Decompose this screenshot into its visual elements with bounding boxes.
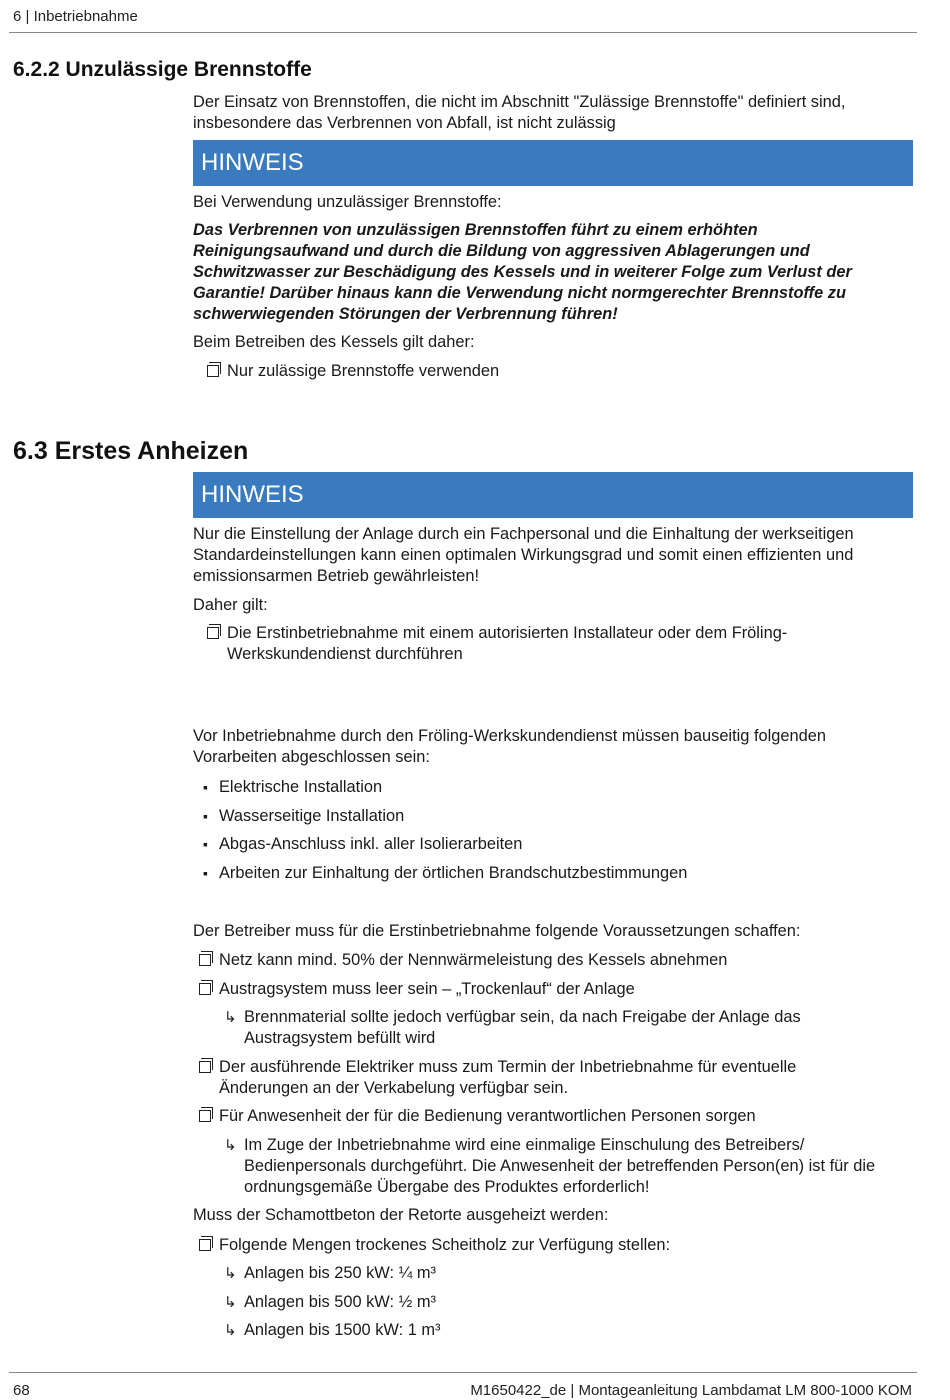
header-divider	[9, 32, 917, 33]
requirement-item: Austragsystem muss leer sein – „Trockenlauf“ der Anlage	[199, 979, 909, 1000]
bullet-icon: ▪	[203, 808, 208, 824]
section-heading-6-2-2: 6.2.2 Unzulässige Brennstoffe	[13, 58, 312, 81]
page-number: 68	[13, 1382, 30, 1399]
operator-intro: Der Betreiber muss für die Erstinbetriebnahme folgende Voraussetzungen schaffen:	[193, 922, 801, 940]
action-item: Nur zulässige Brennstoffe verwenden	[207, 361, 907, 382]
result-arrow-icon: ↳	[224, 1294, 237, 1311]
notice-lead: Bei Verwendung unzulässiger Brennstoffe:	[193, 193, 502, 211]
result-arrow-icon: ↳	[224, 1009, 237, 1026]
bullet-icon: ▪	[203, 779, 208, 795]
operation-intro: Beim Betreiben des Kessels gilt daher:	[193, 333, 475, 351]
therefore-text: Daher gilt:	[193, 596, 268, 614]
result-item: ↳ Anlagen bis 500 kW: ½ m³	[224, 1293, 436, 1311]
footer-divider	[9, 1372, 917, 1373]
warning-text: Das Verbrennen von unzulässigen Brennstoffen führt zu einem erhöhten Reinigungsaufwand und durch die Bildung von aggressiven Ablagerungen und Schwitzwasser zur Beschädigung des Kessels und in weiterer Folge zum Verlust der Garantie! Darüber hinaus kann die Verwendung nicht normgerechter Brennstoffe zu schwerwiegenden Störungen der Verbrennung führen!	[193, 221, 852, 323]
requirement-item: Für Anwesenheit der für die Bedienung verantwortlichen Personen sorgen	[199, 1106, 909, 1127]
requirement-item: Netz kann mind. 50% der Nennwärmeleistung des Kessels abnehmen	[199, 950, 909, 971]
result-item: ↳ Anlagen bis 1500 kW: 1 m³	[224, 1321, 441, 1339]
result-item: ↳ Anlagen bis 250 kW: ¼ m³	[224, 1264, 436, 1282]
action-checkbox-icon	[199, 1110, 211, 1122]
notice-banner: HINWEIS	[193, 140, 913, 186]
action-checkbox-icon	[207, 627, 219, 639]
action-checkbox-icon	[199, 954, 211, 966]
result-item: ↳ Brennmaterial sollte jedoch verfügbar sein, da nach Freigabe der Anlage das Austragsystem befüllt wird	[224, 1008, 801, 1047]
action-checkbox-icon	[199, 1061, 211, 1073]
requirement-item: Der ausführende Elektriker muss zum Termin der Inbetriebnahme für eventuelle Änderungen an der Verkabelung verfügbar sein.	[199, 1057, 909, 1099]
intro-paragraph: Der Einsatz von Brennstoffen, die nicht im Abschnitt "Zulässige Brennstoffe" definiert sind, insbesondere das Verbrennen von Abfall, ist nicht zulässig	[193, 93, 846, 132]
list-item: ▪ Abgas-Anschluss inkl. aller Isolierarbeiten	[203, 835, 523, 853]
action-checkbox-icon	[199, 983, 211, 995]
result-arrow-icon: ↳	[224, 1322, 237, 1339]
bullet-icon: ▪	[203, 865, 208, 881]
section-heading-6-3: 6.3 Erstes Anheizen	[13, 437, 249, 465]
bullet-icon: ▪	[203, 836, 208, 852]
notice-banner: HINWEIS	[193, 472, 913, 518]
result-item: ↳ Im Zuge der Inbetriebnahme wird eine einmalige Einschulung des Betreibers/ Bedienpersonals durchgeführt. Die Anwesenheit der betreffenden Person(en) ist für die ordnungsgemäße Übergabe des Produktes erforderlich!	[224, 1136, 876, 1196]
action-item: Die Erstinbetriebnahme mit einem autorisierten Installateur oder dem Fröling-Werkskundendienst durchführen	[207, 623, 907, 665]
prework-intro: Vor Inbetriebnahme durch den Fröling-Werkskundendienst müssen bauseitig folgenden Vorarbeiten abgeschlossen sein:	[193, 727, 826, 766]
running-header: 6 | Inbetriebnahme	[13, 8, 138, 25]
list-item: ▪ Arbeiten zur Einhaltung der örtlichen Brandschutzbestimmungen	[203, 864, 688, 882]
refractory-intro: Muss der Schamottbeton der Retorte ausgeheizt werden:	[193, 1206, 609, 1224]
notice-text: Nur die Einstellung der Anlage durch ein Fachpersonal und die Einhaltung der werkseitigen Standardeinstellungen kann einen optimalen Wirkungsgrad und somit einen effizienten und emissionsarmen Betrieb gewährleisten!	[193, 525, 854, 585]
list-item: ▪ Wasserseitige Installation	[203, 807, 405, 825]
action-checkbox-icon	[207, 365, 219, 377]
list-item: ▪ Elektrische Installation	[203, 778, 383, 796]
document-info: M1650422_de | Montageanleitung Lambdamat LM 800-1000 KOM	[470, 1382, 912, 1399]
requirement-item: Folgende Mengen trockenes Scheitholz zur Verfügung stellen:	[199, 1235, 909, 1256]
action-checkbox-icon	[199, 1239, 211, 1251]
result-arrow-icon: ↳	[224, 1137, 237, 1154]
result-arrow-icon: ↳	[224, 1265, 237, 1282]
